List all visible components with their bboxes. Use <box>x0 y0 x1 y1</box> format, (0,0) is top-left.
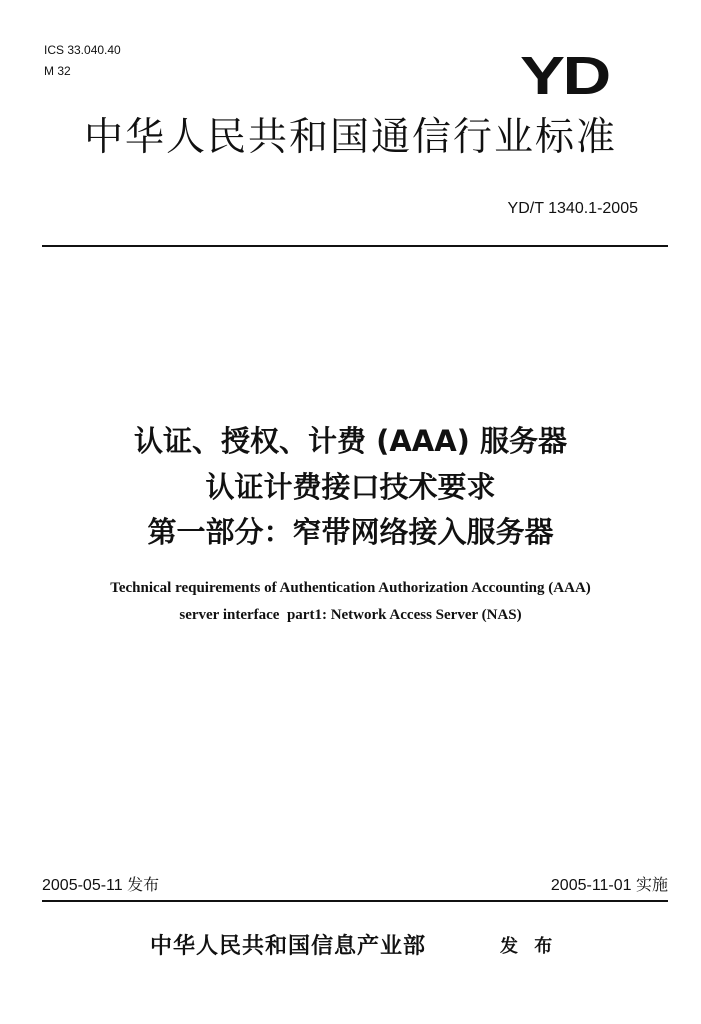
cn-title-line-1: 认证、授权、计费 (AAA) 服务器 <box>133 424 568 458</box>
cn-title-line-3: 第一部分：窄带网络接入服务器 <box>147 515 554 549</box>
ics-code: ICS 33.040.40 <box>44 43 121 57</box>
issuer-name: 中华人民共和国信息产业部 <box>150 933 427 959</box>
yd-logo: YD <box>520 46 609 106</box>
top-divider <box>42 245 668 247</box>
en-title-line-1: Technical requirements of Authentication Authorization Accounting (AAA) <box>110 580 591 596</box>
cn-title-line-2: 认证计费接口技术要求 <box>205 470 496 504</box>
standard-number: YD/T 1340.1-2005 <box>507 200 638 217</box>
issue-date: 2005-05-11 发布 <box>42 877 160 894</box>
ccs-code: M 32 <box>44 64 71 78</box>
bottom-divider <box>42 900 668 902</box>
en-title-line-2: server interface part1: Network Access Server (NAS) <box>179 607 522 623</box>
implementation-date: 2005-11-01 实施 <box>550 877 668 894</box>
standard-title: 中华人民共和国通信行业标准 <box>83 115 617 160</box>
issuer-action: 发 布 <box>500 936 553 957</box>
